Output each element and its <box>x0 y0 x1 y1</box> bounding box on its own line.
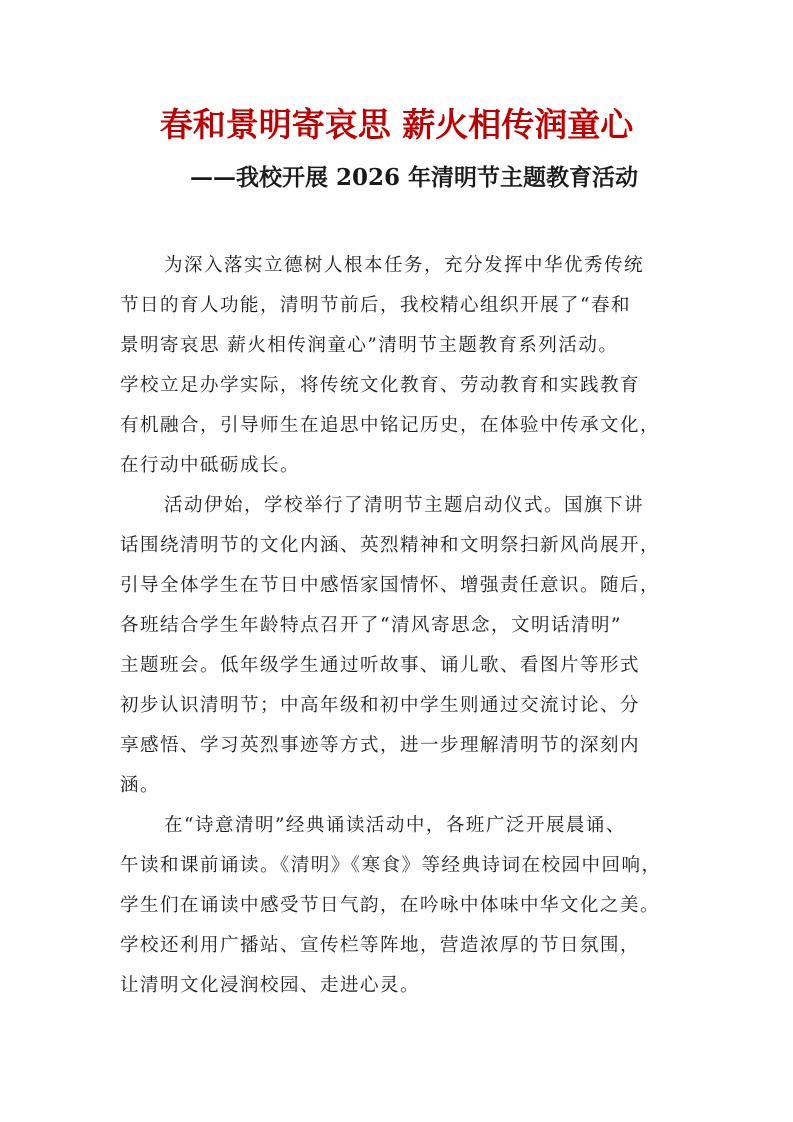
text-line: 节日的育人功能，清明节前后，我校精心组织开展了“春和 <box>120 295 631 316</box>
text-line: 享感悟、学习英烈事迹等方式，进一步理解清明节的深刻内 <box>120 735 641 756</box>
text-line: 有机融合，引导师生在追思中铭记历史，在体验中传承文化， <box>120 415 661 436</box>
text-line: 在“诗意清明”经典诵读活动中，各班广泛开展晨诵、 <box>164 815 626 836</box>
document-subtitle: ——我校开展 2026 年清明节主题教育活动 <box>190 164 639 191</box>
paragraph <box>120 486 680 806</box>
text-line: 午读和课前诵读。《清明》《寒食》等经典诗词在校园中回响， <box>120 855 662 876</box>
text-line: 学校立足办学实际，将传统文化教育、劳动教育和实践教育 <box>120 375 641 396</box>
paragraph <box>120 806 680 1006</box>
text-line: 主题班会。低年级学生通过听故事、诵儿歌、看图片等形式 <box>120 655 641 676</box>
text-line: 在行动中砥砺成长。 <box>120 455 301 476</box>
text-line: 活动伊始，学校举行了清明节主题启动仪式。国旗下讲 <box>164 495 645 516</box>
text-line: 为深入落实立德树人根本任务，充分发挥中华优秀传统 <box>164 255 645 276</box>
text-line: 各班结合学生年龄特点召开了“清风寄思念，文明话清明” <box>120 615 622 636</box>
text-line: 让清明文化浸润校园、走进心灵。 <box>120 975 421 996</box>
text-line: 话围绕清明节的文化内涵、英烈精神和文明祭扫新风尚展开， <box>120 535 661 556</box>
text-line: 景明寄哀思 薪火相传润童心”清明节主题教育系列活动。 <box>120 335 619 356</box>
text-line: 引导全体学生在节日中感悟家国情怀、增强责任意识。随后， <box>120 575 661 596</box>
text-line: 学生们在诵读中感受节日气韵，在吟咏中体味中华文化之美。 <box>120 895 661 916</box>
paragraph <box>120 246 680 486</box>
document-body <box>120 246 680 1006</box>
text-line: 学校还利用广播站、宣传栏等阵地，营造浓厚的节日氛围， <box>120 935 641 956</box>
text-line: 涵。 <box>120 775 161 796</box>
text-line: 初步认识清明节；中高年级和初中学生则通过交流讨论、分 <box>120 695 641 716</box>
document-title: 春和景明寄哀思 薪火相传润童心 <box>159 105 634 144</box>
